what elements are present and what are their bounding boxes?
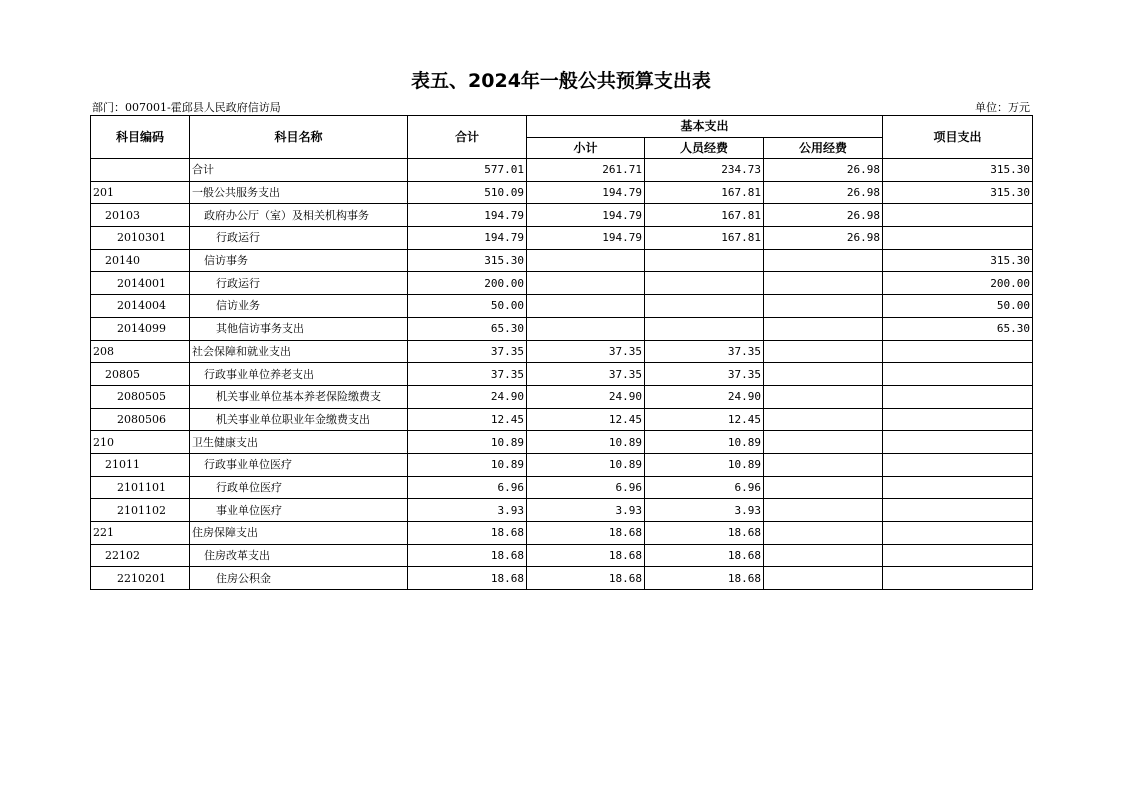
cell-project: 50.00	[883, 295, 1033, 318]
cell-personnel: 18.68	[645, 544, 764, 567]
cell-subtotal	[527, 317, 645, 340]
cell-code: 208	[91, 340, 190, 363]
cell-total: 315.30	[408, 249, 527, 272]
cell-public	[764, 522, 883, 545]
table-row	[91, 431, 1033, 454]
cell-name: 住房改革支出	[190, 544, 408, 567]
cell-project	[883, 567, 1033, 590]
cell-project	[883, 408, 1033, 431]
cell-total: 194.79	[408, 227, 527, 250]
cell-personnel: 167.81	[645, 181, 764, 204]
header-personnel: 人员经费	[645, 138, 764, 159]
table-row	[91, 227, 1033, 250]
cell-personnel: 167.81	[645, 204, 764, 227]
cell-name: 行政运行	[190, 272, 408, 295]
cell-subtotal: 261.71	[527, 159, 645, 182]
table-body	[91, 159, 1033, 590]
header-code: 科目编码	[91, 116, 190, 159]
header-subtotal: 小计	[527, 138, 645, 159]
cell-total: 510.09	[408, 181, 527, 204]
cell-name: 住房保障支出	[190, 522, 408, 545]
table-row	[91, 272, 1033, 295]
cell-total: 65.30	[408, 317, 527, 340]
cell-code: 20805	[91, 363, 190, 386]
cell-project: 315.30	[883, 159, 1033, 182]
cell-subtotal: 194.79	[527, 181, 645, 204]
cell-total: 37.35	[408, 363, 527, 386]
cell-code: 210	[91, 431, 190, 454]
cell-total: 577.01	[408, 159, 527, 182]
table-row	[91, 408, 1033, 431]
cell-project	[883, 363, 1033, 386]
cell-code	[91, 159, 190, 182]
cell-project	[883, 340, 1033, 363]
department-label: 部门：007001-霍邱县人民政府信访局	[92, 101, 281, 114]
cell-subtotal: 18.68	[527, 567, 645, 590]
cell-subtotal: 18.68	[527, 522, 645, 545]
cell-name: 机关事业单位基本养老保险缴费支	[190, 385, 408, 408]
cell-project	[883, 385, 1033, 408]
cell-personnel: 18.68	[645, 522, 764, 545]
cell-personnel	[645, 249, 764, 272]
table-row	[91, 159, 1033, 182]
cell-code: 2101102	[91, 499, 190, 522]
cell-total: 50.00	[408, 295, 527, 318]
page-title: 表五、2024年一般公共预算支出表	[411, 70, 711, 92]
cell-code: 2080505	[91, 385, 190, 408]
cell-subtotal: 194.79	[527, 204, 645, 227]
cell-subtotal: 10.89	[527, 453, 645, 476]
budget-table	[90, 115, 1033, 590]
cell-personnel: 3.93	[645, 499, 764, 522]
cell-personnel: 167.81	[645, 227, 764, 250]
cell-name: 行政单位医疗	[190, 476, 408, 499]
table-row	[91, 544, 1033, 567]
cell-public: 26.98	[764, 204, 883, 227]
cell-name: 卫生健康支出	[190, 431, 408, 454]
table-row	[91, 499, 1033, 522]
cell-total: 18.68	[408, 544, 527, 567]
cell-code: 2101101	[91, 476, 190, 499]
header-public: 公用经费	[764, 138, 883, 159]
cell-total: 12.45	[408, 408, 527, 431]
cell-code: 2010301	[91, 227, 190, 250]
cell-name: 事业单位医疗	[190, 499, 408, 522]
cell-subtotal: 194.79	[527, 227, 645, 250]
cell-personnel: 234.73	[645, 159, 764, 182]
cell-code: 20140	[91, 249, 190, 272]
cell-code: 2210201	[91, 567, 190, 590]
cell-personnel	[645, 317, 764, 340]
table-row	[91, 522, 1033, 545]
cell-public: 26.98	[764, 159, 883, 182]
cell-name: 其他信访事务支出	[190, 317, 408, 340]
cell-project: 315.30	[883, 249, 1033, 272]
cell-name: 合计	[190, 159, 408, 182]
cell-public	[764, 476, 883, 499]
cell-name: 社会保障和就业支出	[190, 340, 408, 363]
cell-code: 20103	[91, 204, 190, 227]
cell-public: 26.98	[764, 227, 883, 250]
cell-public	[764, 295, 883, 318]
table-header	[91, 116, 1033, 159]
cell-public	[764, 453, 883, 476]
cell-public	[764, 408, 883, 431]
cell-project	[883, 476, 1033, 499]
cell-name: 政府办公厅（室）及相关机构事务	[190, 204, 408, 227]
cell-personnel: 37.35	[645, 340, 764, 363]
cell-subtotal: 24.90	[527, 385, 645, 408]
cell-public	[764, 363, 883, 386]
cell-project	[883, 499, 1033, 522]
cell-public: 26.98	[764, 181, 883, 204]
table-row	[91, 567, 1033, 590]
table-row	[91, 295, 1033, 318]
cell-name: 信访事务	[190, 249, 408, 272]
cell-code: 2080506	[91, 408, 190, 431]
cell-code: 221	[91, 522, 190, 545]
cell-code: 201	[91, 181, 190, 204]
cell-personnel	[645, 272, 764, 295]
cell-project	[883, 544, 1033, 567]
cell-name: 一般公共服务支出	[190, 181, 408, 204]
cell-personnel: 10.89	[645, 453, 764, 476]
cell-code: 2014001	[91, 272, 190, 295]
cell-total: 6.96	[408, 476, 527, 499]
table-row	[91, 363, 1033, 386]
header-total: 合计	[408, 116, 527, 159]
table-row	[91, 317, 1033, 340]
cell-name: 行政运行	[190, 227, 408, 250]
cell-personnel: 24.90	[645, 385, 764, 408]
cell-personnel: 18.68	[645, 567, 764, 590]
table-row	[91, 249, 1033, 272]
table-row	[91, 181, 1033, 204]
cell-name: 机关事业单位职业年金缴费支出	[190, 408, 408, 431]
cell-public	[764, 499, 883, 522]
cell-total: 194.79	[408, 204, 527, 227]
header-basic: 基本支出	[527, 116, 883, 138]
cell-public	[764, 385, 883, 408]
header-name: 科目名称	[190, 116, 408, 159]
cell-subtotal	[527, 249, 645, 272]
cell-subtotal	[527, 295, 645, 318]
cell-personnel: 6.96	[645, 476, 764, 499]
cell-total: 10.89	[408, 453, 527, 476]
cell-public	[764, 249, 883, 272]
cell-subtotal: 6.96	[527, 476, 645, 499]
cell-public	[764, 567, 883, 590]
cell-public	[764, 544, 883, 567]
cell-project: 65.30	[883, 317, 1033, 340]
cell-subtotal: 37.35	[527, 340, 645, 363]
cell-project	[883, 453, 1033, 476]
cell-total: 18.68	[408, 567, 527, 590]
cell-public	[764, 317, 883, 340]
table-row	[91, 385, 1033, 408]
cell-name: 行政事业单位医疗	[190, 453, 408, 476]
cell-personnel: 10.89	[645, 431, 764, 454]
cell-personnel: 12.45	[645, 408, 764, 431]
cell-total: 18.68	[408, 522, 527, 545]
cell-subtotal: 12.45	[527, 408, 645, 431]
table-row	[91, 204, 1033, 227]
cell-subtotal: 37.35	[527, 363, 645, 386]
cell-total: 10.89	[408, 431, 527, 454]
cell-personnel	[645, 295, 764, 318]
cell-total: 37.35	[408, 340, 527, 363]
cell-project: 200.00	[883, 272, 1033, 295]
cell-public	[764, 272, 883, 295]
cell-project	[883, 227, 1033, 250]
cell-public	[764, 340, 883, 363]
cell-personnel: 37.35	[645, 363, 764, 386]
cell-project	[883, 431, 1033, 454]
cell-code: 21011	[91, 453, 190, 476]
cell-subtotal: 18.68	[527, 544, 645, 567]
cell-subtotal: 3.93	[527, 499, 645, 522]
cell-name: 行政事业单位养老支出	[190, 363, 408, 386]
cell-project	[883, 204, 1033, 227]
cell-name: 住房公积金	[190, 567, 408, 590]
cell-code: 2014004	[91, 295, 190, 318]
cell-project: 315.30	[883, 181, 1033, 204]
cell-subtotal: 10.89	[527, 431, 645, 454]
cell-total: 3.93	[408, 499, 527, 522]
cell-public	[764, 431, 883, 454]
cell-total: 200.00	[408, 272, 527, 295]
cell-subtotal	[527, 272, 645, 295]
cell-name: 信访业务	[190, 295, 408, 318]
cell-code: 2014099	[91, 317, 190, 340]
cell-code: 22102	[91, 544, 190, 567]
cell-project	[883, 522, 1033, 545]
cell-total: 24.90	[408, 385, 527, 408]
header-project: 项目支出	[883, 116, 1033, 159]
unit-label: 单位：万元	[975, 101, 1030, 114]
table-row	[91, 476, 1033, 499]
table-row	[91, 453, 1033, 476]
table-row	[91, 340, 1033, 363]
